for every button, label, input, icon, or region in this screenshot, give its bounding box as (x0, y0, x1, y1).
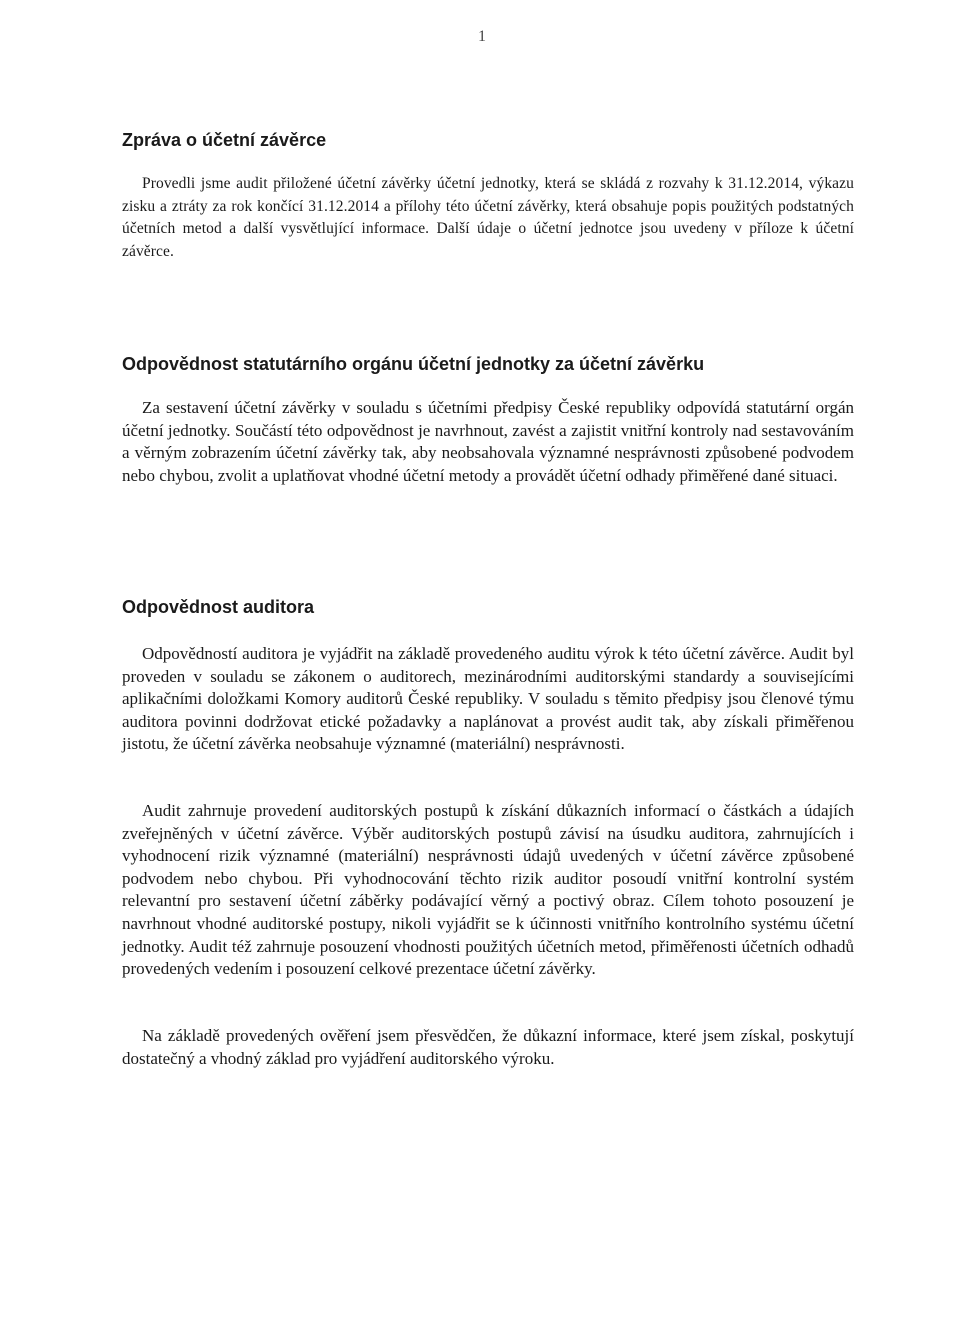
page-number: 1 (478, 28, 486, 45)
report-heading-block (122, 130, 854, 151)
auditor-paragraph-3-block (122, 1025, 854, 1070)
statutory-paragraph: Za sestavení účetní závěrky v souladu s účetními předpisy České republiky odpovídá statutární orgán účetní jednotky. Součástí této odpovědnost je navrhnout, zavést a zajistit vnitřní kontroly nad sestavováním a věrným zobrazením účetní závěrky tak, aby neobsahovala významné nesprávnosti způsobené podvodem nebo chybou, zvolit a uplatňovat vhodné účetní metody a provádět účetní odhady přiměřené dané situaci. (122, 398, 854, 485)
report-paragraph-block (122, 173, 854, 263)
statutory-title: Odpovědnost statutárního orgánu účetní jednotky za účetní závěrku (122, 354, 705, 374)
statutory-paragraph-block (122, 397, 854, 487)
auditor-paragraph-2-block (122, 800, 854, 981)
auditor-paragraph-1: Odpovědností auditora je vyjádřit na základě provedeného auditu výrok k této účetní závěrce. Audit byl proveden v souladu se zákonem o auditorech, mezinárodními auditorskými standardy a souvisejícími aplikačními doložkami Komory auditorů České republiky. V souladu s těmito předpisy jsou členové týmu auditora povinni dodržovat etické požadavky a naplánovat a provést audit tak, aby získali přiměřenou jistotu, že účetní závěrka neobsahuje významné (materiální) nesprávnosti. (122, 644, 854, 754)
report-paragraph: Provedli jsme audit přiložené účetní závěrky účetní jednotky, která se skládá z rozvahy k 31.12.2014, výkazu zisku a ztráty za rok končící 31.12.2014 a přílohy této účetní závěrky, která obsahuje popis použitých podstatných účetních metod a další vysvětlující informace. Další údaje o účetní jednotce jsou uvedeny v příloze k účetní závěrce. (122, 175, 854, 260)
statutory-heading-block (122, 354, 854, 375)
report-title: Zpráva o účetní závěrce (122, 130, 327, 150)
auditor-paragraph-3: Na základě provedených ověření jsem přesvědčen, že důkazní informace, které jsem získal, poskytují dostatečný a vhodný základ pro vyjádření auditorského výroku. (122, 1026, 854, 1068)
auditor-heading-block (122, 597, 854, 618)
auditor-paragraph-1-block (122, 643, 854, 756)
auditor-title: Odpovědnost auditora (122, 597, 315, 617)
auditor-paragraph-2: Audit zahrnuje provedení auditorských postupů k získání důkazních informací o částkách a údajích zveřejněných v účetní závěrce. Výběr auditorských postupů závisí na úsudku auditora, zahrnujících i vyhodnocení rizik významné (materiální) nesprávnosti údajů uvedených v účetní závěrce způsobené podvodem nebo chybou. Při vyhodnocování těchto rizik auditor posoudí vnitřní kontrolní systém relevantní pro sestavení účetní záběrky podávající věrný a poctivý obraz. Cílem tohoto posouzení je navrhnout vhodné auditorské postupy, nikoli vyjádřit se k účinnosti vnitřního kontrolního systému účetní jednotky. Audit též zahrnuje posouzení vhodnosti použitých účetních metod, přiměřenosti účetních odhadů provedených vedením i posouzení celkové prezentace účetní závěrky. (122, 801, 854, 979)
